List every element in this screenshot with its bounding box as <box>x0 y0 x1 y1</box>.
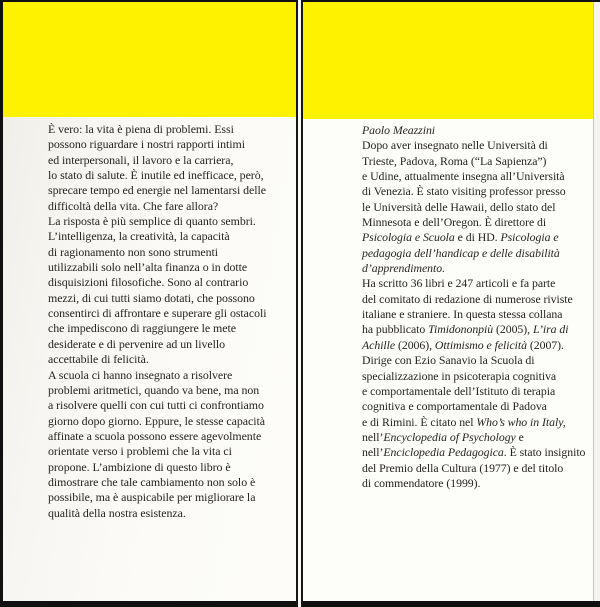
text-line: ed interpersonali, il lavoro e la carriera, <box>48 152 234 167</box>
text-line: nell’Encyclopedia of Psychology e <box>362 429 524 444</box>
text-line: possono riguardare i nostri rapporti intimi <box>48 137 245 152</box>
yellow-band-right <box>303 2 593 119</box>
author-bio-text <box>362 123 591 491</box>
spine-divider <box>296 0 303 607</box>
text-line: specializzazione in psicoterapia cognitiva <box>362 368 557 383</box>
text-line: Dirige con Ezio Sanavio la Scuola di <box>362 353 535 368</box>
text-line: Minnesota e dell’Oregon. È direttore di <box>362 215 547 230</box>
text-line: desiderate e di pervenire ad un livello <box>48 336 225 351</box>
text-line: che impediscono di raggiungere le mete <box>48 321 236 336</box>
text-line: sprecare tempo ed energie nel lamentarsi delle <box>48 183 267 198</box>
text-line: nell’Enciclopedia Pedagogica. È stato insignito <box>362 445 586 460</box>
text-line: L’intelligenza, la creatività, la capacità <box>48 229 230 244</box>
right-flap-page <box>303 2 593 601</box>
text-line: di Venezia. È stato visiting professor presso <box>362 184 566 199</box>
text-line: di commendatore (1999). <box>362 475 481 490</box>
text-line: del comitato di redazione di numerose riviste <box>362 291 573 306</box>
text-line: Paolo Meazzini <box>362 123 436 137</box>
text-line: Trieste, Padova, Roma (“La Sapienza”) <box>362 153 547 168</box>
text-line: consentirci di affrontare e superare gli ostacoli <box>48 306 267 321</box>
text-line: le Università delle Hawaii, dello stato del <box>362 199 556 214</box>
text-line: italiane e straniere. In questa stessa collana <box>362 307 563 322</box>
yellow-band-left <box>3 2 296 117</box>
text-line: Dopo aver insegnato nelle Università di <box>362 138 548 153</box>
text-line: di ragionamento non sono strumenti <box>48 244 219 259</box>
text-line: pedagogia dell’handicap e delle disabilità <box>362 245 560 260</box>
text-line: del Premio della Cultura (1977) e del titolo <box>362 460 564 475</box>
text-line: orientate verso i problemi che la vita ci <box>48 444 232 459</box>
text-line: utilizzabili solo nell’alta finanza o in dotte <box>48 260 248 275</box>
text-line: e comportamentale dell’Istituto di terapia <box>362 383 556 398</box>
text-line: d’apprendimento. <box>362 261 445 276</box>
text-line: lo stato di salute. È inutile ed inefficace, però, <box>48 168 264 183</box>
text-line: Ha scritto 36 libri e 247 articoli e fa parte <box>362 276 556 291</box>
text-line: propone. L’ambizione di questo libro è <box>48 459 231 474</box>
text-line: ha pubblicato Timidononpiù (2005), L’ira di <box>362 322 569 337</box>
text-line: Achille (2006), Ottimismo e felicità (2007). <box>362 337 564 352</box>
text-line: La risposta è più semplice di quanto sembri. <box>48 214 256 229</box>
text-line: A scuola ci hanno insegnato a risolvere <box>48 367 233 382</box>
text-line: difficoltà della vita. Che fare allora? <box>48 198 219 213</box>
book-blurb-text <box>48 122 294 521</box>
text-line: dimostrare che tale cambiamento non solo è <box>48 474 256 489</box>
text-line: a risolvere quelli con cui tutti ci confrontiamo <box>48 398 264 413</box>
text-line: problemi aritmetici, quando va bene, ma non <box>48 382 260 397</box>
text-line: accettabile di felicità. <box>48 352 149 367</box>
text-line: cognitiva e comportamentale di Padova <box>362 399 547 414</box>
text-line: e di Rimini. È citato nel Who’s who in Italy, <box>362 414 566 429</box>
text-line: affinate a scuola possono essere agevolmente <box>48 428 262 443</box>
text-line: giorno dopo giorno. Eppure, le stesse capacità <box>48 413 265 428</box>
text-line: È vero: la vita è piena di problemi. Essi <box>48 122 234 136</box>
page-edge-strip <box>593 2 600 601</box>
text-line: Psicologia e Scuola e di HD. Psicologia e <box>362 230 559 245</box>
text-line: mezzi, di cui tutti siamo dotati, che possono <box>48 290 255 305</box>
text-line: disquisizioni filosofiche. Sono al contrario <box>48 275 249 290</box>
text-line: possibile, ma è auspicabile per migliorare la <box>48 490 256 505</box>
left-flap-page <box>3 2 296 601</box>
text-line: e Udine, attualmente insegna all’Università <box>362 169 565 184</box>
text-line: qualità della nostra esistenza. <box>48 505 186 520</box>
